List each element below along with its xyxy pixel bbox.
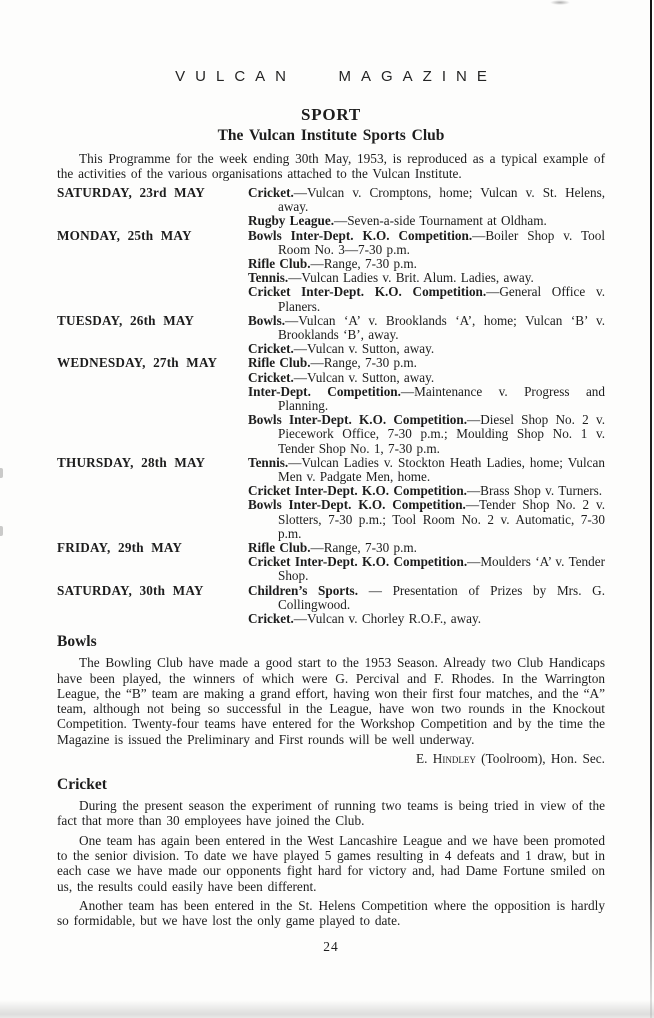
schedule-events — [248, 456, 605, 541]
signature-title: (Toolroom), Hon. Sec. — [475, 751, 605, 767]
event-detail: —Range, 7-30 p.m. — [310, 256, 417, 272]
schedule-row-saturday-23 — [57, 186, 605, 229]
intro-paragraph: This Programme for the week ending 30th May, 1953, is reproduced as a typical example of the activities of the various organisations attached to the Vulcan Institute. — [57, 151, 605, 181]
schedule-event — [248, 541, 605, 555]
schedule-event — [248, 456, 605, 484]
schedule-day: SATURDAY, 23rd MAY — [57, 185, 206, 200]
schedule-event — [248, 271, 605, 285]
scan-mark — [0, 526, 3, 536]
event-sport-label: Bowls Inter-Dept. K.O. Competition. — [248, 497, 466, 513]
bowls-paragraph: The Bowling Club have made a good start to the 1953 Season. Already two Club Handicaps have been played, the winners of which were G. Percival and F. Rhodes. In the Warrington League, the “B” team are making a grand effort, having won their first four matches, and the “A” team, although not being so successful in the League, have won two rounds in the Knockout Competition. Twenty-four teams have entered for the Workshop Competition and by the time the Magazine is issued the Preliminary and First rounds will be well underway. — [57, 655, 605, 747]
event-detail: —Brass Shop v. Turners. — [466, 483, 603, 499]
event-detail: —Vulcan v. Sutton, away. — [293, 369, 435, 385]
schedule-day: SATURDAY, 30th MAY — [57, 582, 204, 598]
schedule-day: THURSDAY, 28th MAY — [57, 454, 206, 470]
event-sport-label: Bowls Inter-Dept. K.O. Competition. — [248, 227, 473, 243]
signature-name: E. Hindley — [415, 751, 476, 767]
schedule-event — [248, 385, 605, 413]
schedule-event — [248, 356, 605, 370]
schedule-event — [248, 186, 605, 214]
event-sport-label: Cricket. — [248, 185, 294, 200]
cricket-paragraph-3: Another team has been entered in the St. Helens Competition where the opposition is hardly so formidable, but we have lost the only game played to date. — [57, 897, 605, 929]
schedule-event — [248, 555, 605, 583]
cricket-paragraph-1: During the present season the experiment of running two teams is being tried in view of the fact that more than 30 employees have joined the Club. — [57, 798, 605, 829]
event-detail: —General Office v. Planers. — [278, 284, 605, 314]
schedule-row-saturday-30 — [57, 584, 605, 627]
event-sport-label: Cricket Inter-Dept. K.O. Competition. — [248, 483, 467, 499]
schedule-event — [248, 214, 605, 228]
event-detail: —Vulcan v. Cromptons, home; Vulcan v. St. Helens, away. — [278, 185, 605, 215]
event-detail: — Presentation of Prizes by Mrs. G. Collingwood. — [278, 582, 605, 612]
event-detail: —Vulcan v. Chorley R.O.F., away. — [293, 611, 482, 627]
schedule-event — [248, 229, 605, 257]
section-title: SPORT — [300, 105, 362, 124]
page-number: 24 — [323, 939, 339, 955]
schedule-event — [248, 257, 605, 271]
event-sport-label: Rugby League. — [248, 213, 334, 229]
event-detail: —Seven-a-side Tournament at Oldham. — [334, 213, 547, 229]
scan-mark — [0, 468, 3, 478]
event-detail: —Vulcan v. Sutton, away. — [293, 341, 435, 357]
magazine-title: VULCAN MAGAZINE — [175, 68, 497, 85]
schedule-event — [248, 314, 605, 342]
schedule-event — [248, 413, 605, 456]
event-sport-label: Cricket. — [248, 369, 294, 385]
event-sport-label: Rifle Club. — [248, 540, 311, 556]
event-sport-label: Bowls. — [248, 312, 286, 328]
schedule-row-thursday-28 — [57, 456, 605, 541]
schedule-row-wednesday-27 — [57, 356, 605, 455]
scan-edge-line — [650, 0, 652, 1018]
event-detail: —Range, 7-30 p.m. — [310, 355, 417, 371]
event-detail: —Maintenance v. Progress and Planning. — [278, 383, 605, 414]
event-sport-label: Tennis. — [248, 454, 289, 470]
schedule-day: TUESDAY, 26th MAY — [57, 312, 195, 328]
event-sport-label: Cricket. — [248, 611, 294, 627]
schedule-day: WEDNESDAY, 27th MAY — [57, 355, 218, 371]
schedule-day: MONDAY, 25th MAY — [57, 227, 192, 243]
cricket-paragraph-2: One team has again been entered in the West Lancashire League and we have been promoted to the senior division. To date we have played 5 games resulting in 4 defeats and 1 draw, but in each case we have made our opponents fight hard for victory and, had Dame Fortune smiled on us, the results could easily have been different. — [57, 832, 605, 894]
scan-shadow — [0, 1000, 654, 1018]
event-sport-label: Children’s Sports. — [248, 582, 358, 598]
event-sport-label: Tennis. — [248, 270, 289, 286]
event-sport-label: Inter-Dept. Competition. — [248, 383, 401, 399]
event-detail: —Moulders ‘A’ v. Tender Shop. — [278, 554, 605, 584]
schedule-events — [248, 186, 605, 229]
bowls-heading: Bowls — [57, 633, 97, 651]
schedule-event — [248, 612, 605, 626]
schedule-day: FRIDAY, 29th MAY — [57, 540, 183, 556]
event-detail: —Vulcan Ladies v. Brit. Alum. Ladies, away. — [288, 270, 534, 286]
event-detail: —Vulcan Ladies v. Stockton Heath Ladies, home; Vulcan Men v. Padgate Men, home. — [278, 454, 605, 485]
schedule-event — [248, 498, 605, 541]
schedule-row-monday-25 — [57, 229, 605, 314]
schedule-events — [248, 541, 605, 584]
schedule-row-friday-29 — [57, 541, 605, 584]
page-content — [57, 68, 605, 955]
schedule-event — [248, 285, 605, 313]
schedule-event — [248, 584, 605, 612]
scan-smudge — [550, 0, 570, 5]
schedule-event — [248, 342, 605, 356]
schedule-row-tuesday-26 — [57, 314, 605, 357]
event-detail: —Diesel Shop No. 2 v. Piecework Office, 7-30 p.m.; Moulding Shop No. 1 v. Tender Shop No. 1, 7-30 p.m. — [278, 412, 605, 456]
schedule-event — [248, 484, 605, 498]
schedule-events — [248, 584, 605, 627]
schedule-events — [248, 229, 605, 314]
event-sport-label: Cricket Inter-Dept. K.O. Competition. — [248, 284, 487, 300]
event-detail: —Tender Shop No. 2 v. Slotters, 7-30 p.m.; Tool Room No. 2 v. Automatic, 7-30 p.m. — [278, 497, 606, 541]
event-sport-label: Cricket. — [248, 341, 294, 357]
schedule-event — [248, 371, 605, 385]
schedule-events — [248, 356, 605, 455]
event-sport-label: Bowls Inter-Dept. K.O. Competition. — [248, 412, 468, 428]
schedule-events — [248, 314, 605, 357]
bowls-signature — [57, 751, 605, 767]
event-sport-label: Cricket Inter-Dept. K.O. Competition. — [248, 554, 468, 570]
club-subtitle: The Vulcan Institute Sports Club — [217, 127, 445, 144]
event-sport-label: Rifle Club. — [248, 355, 311, 371]
weekly-schedule — [57, 186, 605, 626]
event-detail: —Boiler Shop v. Tool Room No. 3—7-30 p.m. — [278, 227, 606, 257]
event-sport-label: Rifle Club. — [248, 256, 311, 272]
cricket-heading: Cricket — [57, 776, 107, 794]
event-detail: —Vulcan ‘A’ v. Brooklands ‘A’, home; Vulcan ‘B’ v. Brooklands ‘B’, away. — [278, 312, 605, 343]
event-detail: —Range, 7-30 p.m. — [310, 540, 417, 556]
